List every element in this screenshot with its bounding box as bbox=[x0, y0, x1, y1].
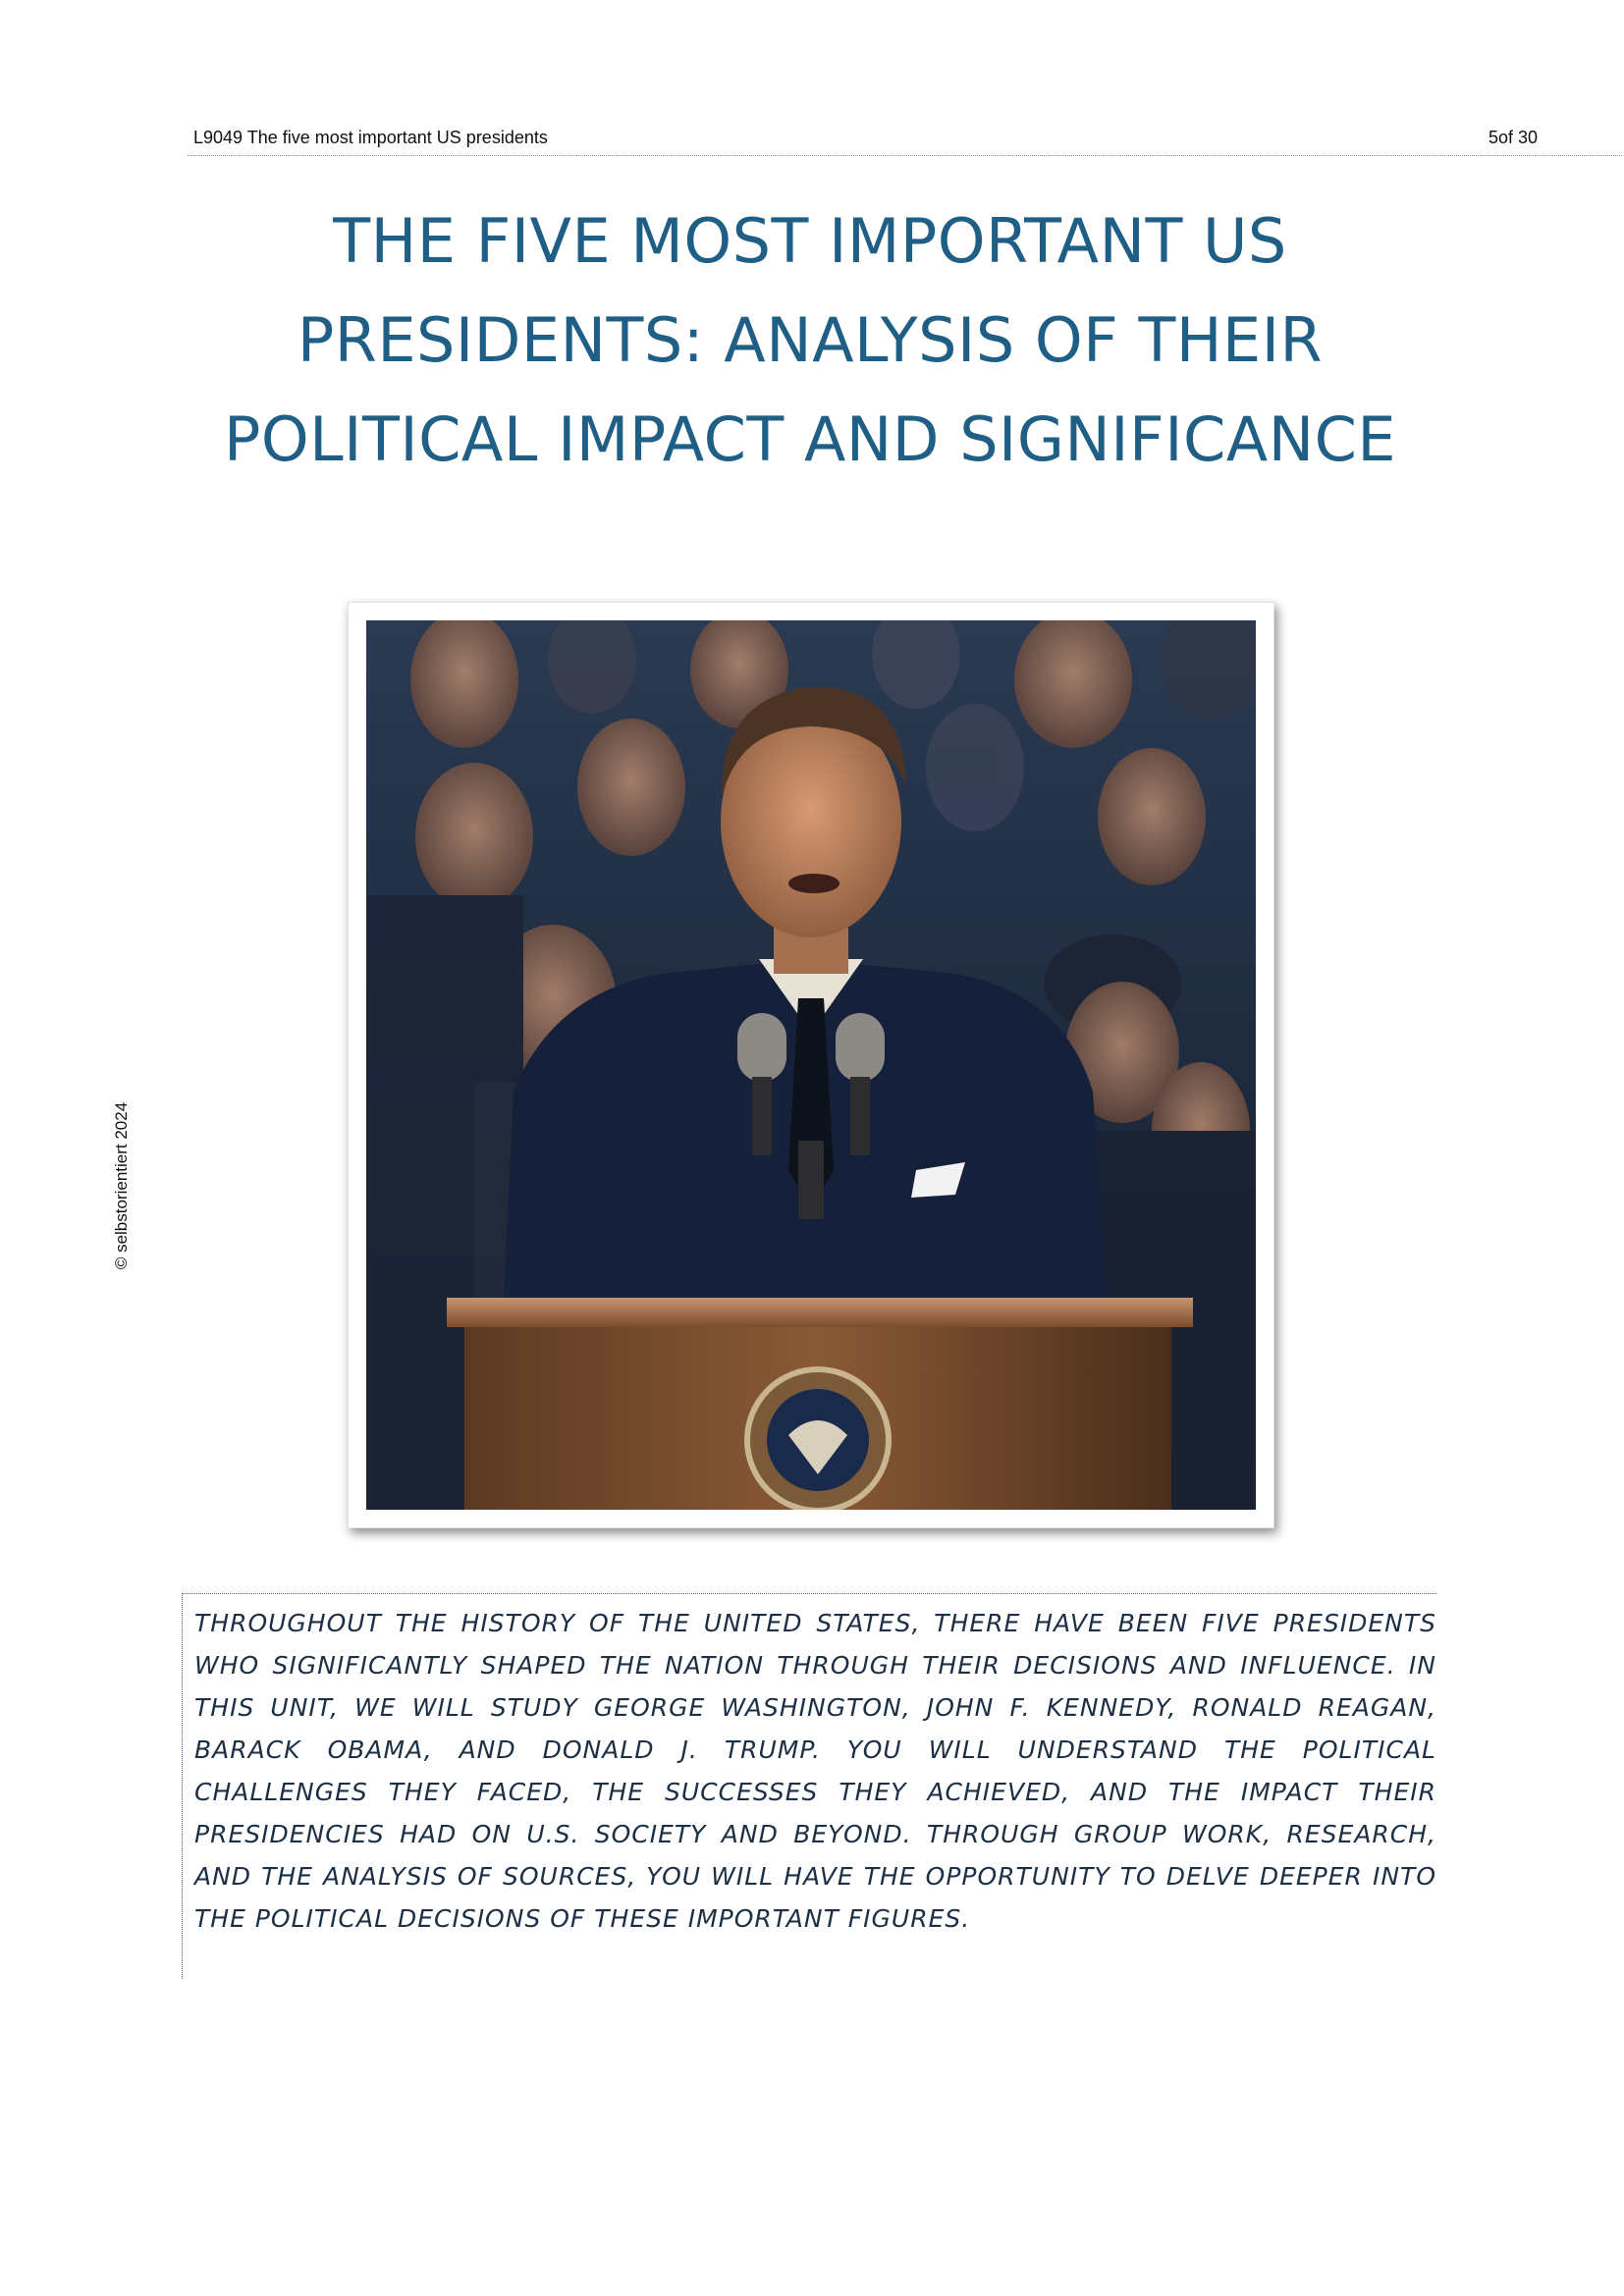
page-header bbox=[188, 126, 1622, 156]
page-title: THE FIVE MOST IMPORTANT US PRESIDENTS: ANALYSIS OF THEIR POLITICAL IMPACT AND SIGNIFICANCE bbox=[223, 205, 1397, 475]
page-number: 5of 30 bbox=[1489, 128, 1539, 147]
intro-paragraph: THROUGHOUT THE HISTORY OF THE UNITED STATES, THERE HAVE BEEN FIVE PRESIDENTS WHO SIGNIFICANTLY SHAPED THE NATION THROUGH THEIR DECISIONS AND INFLUENCE. IN THIS UNIT, WE WILL STUDY GEORGE WASHINGTON, JOHN F. KENNEDY, RONALD REAGAN, BARACK OBAMA, AND DONALD J. TRUMP. YOU WILL UNDERSTAND THE POLITICAL CHALLENGES THEY FACED, THE SUCCESSES THEY ACHIEVED, AND THE IMPACT THEIR PRESIDENCIES HAD ON U.S. SOCIETY AND BEYOND. THROUGH GROUP WORK, RESEARCH, AND THE ANALYSIS OF SOURCES, YOU WILL HAVE THE OPPORTUNITY TO DELVE DEEPER INTO THE POLITICAL DECISIONS OF THESE IMPORTANT FIGURES. bbox=[194, 1609, 1436, 1933]
speech-photo bbox=[366, 620, 1256, 1510]
intro-box bbox=[182, 1593, 1436, 1979]
speaker-at-podium-illustration bbox=[366, 620, 1256, 1510]
photo-frame bbox=[348, 602, 1274, 1528]
document-title: L9049 The five most important US presidents bbox=[193, 128, 548, 147]
copyright-notice: © selbstorientiert 2024 bbox=[112, 1101, 131, 1270]
